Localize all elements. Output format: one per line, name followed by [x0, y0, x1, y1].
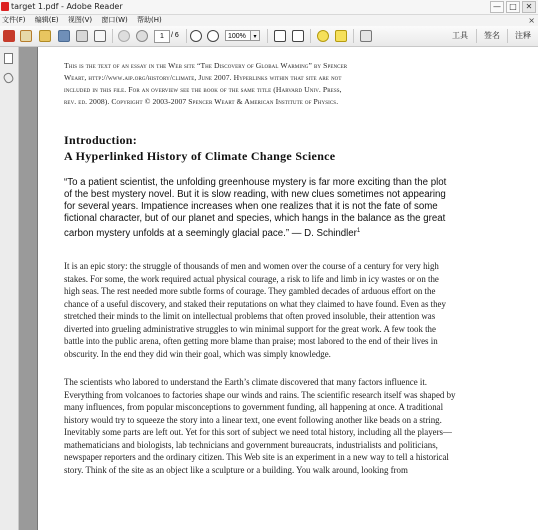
expand-icon[interactable] — [360, 30, 372, 42]
previous-page-icon[interactable] — [118, 30, 130, 42]
header-line: rev. ed. 2008). Copyright © 2003-2007 Spencer Weart & American Institute of Physics. — [64, 97, 339, 106]
page-number-input[interactable]: 1 — [154, 30, 170, 43]
create-pdf-icon[interactable] — [3, 30, 15, 42]
email-icon[interactable] — [94, 30, 106, 42]
close-button[interactable]: ✕ — [522, 1, 536, 13]
footnote-marker[interactable]: 1 — [356, 228, 361, 234]
chevron-down-icon[interactable]: ▾ — [251, 30, 260, 41]
print-icon[interactable] — [76, 30, 88, 42]
export-pdf-icon[interactable] — [20, 30, 32, 42]
fit-width-icon[interactable] — [292, 30, 304, 42]
menu-edit[interactable]: 编辑(E) — [34, 16, 59, 24]
open-folder-icon[interactable] — [39, 30, 51, 42]
zoom-level-input[interactable]: 100% — [225, 30, 251, 41]
quote-text: “To a patient scientist, the unfolding greenhouse mystery is far more exciting than the plot of the best mystery novel. But it is slow reading, with new clues sometimes not appearing for several years. Impatience increases when one realizes that it is not the fate of some fictional character, but of our planet and species, which hangs in the balance as the great carbon mystery unfolds at a seemingly glacial pace.” — D. Schindler — [64, 177, 447, 240]
navigation-panel — [0, 47, 19, 530]
body-paragraph: It is an epic story: the struggle of thousands of men and women over the course of a century for very high stakes. For some, the work required actual physical courage, a risk to life and limb in icy wastes or on the high seas. The rest needed more subtle forms of courage. They gambled decades of arduous effort on the chance of a useful discovery, and staked their reputations on what they claimed to have found. Even as they stretched their minds to the limit on intellectual problems that often proved insoluble, their attention was diverted into grueling administrative struggles to win minimal support for the great work. A few took the battle into the public arena, often getting more blame than praise; most labored to the end of their lives in obscurity. In the end they did win their goal, which was simply knowledge. — [64, 261, 446, 359]
attachments-icon[interactable] — [2, 71, 15, 84]
save-icon[interactable] — [58, 30, 70, 42]
minimize-button[interactable]: — — [490, 1, 504, 13]
zoom-in-icon[interactable] — [207, 30, 219, 42]
window-title: target 1.pdf - Adobe Reader — [11, 2, 123, 11]
epigraph-quote — [64, 177, 456, 240]
adobe-reader-icon — [1, 2, 9, 11]
tab-comment[interactable]: 注释 — [515, 31, 531, 40]
highlight-icon[interactable] — [335, 30, 347, 42]
menu-view[interactable]: 视图(V) — [67, 16, 93, 24]
menu-bar — [0, 15, 538, 26]
fit-page-icon[interactable] — [274, 30, 286, 42]
maximize-button[interactable]: □ — [506, 1, 520, 13]
page-total-label: / 6 — [171, 32, 179, 39]
next-page-icon[interactable] — [136, 30, 148, 42]
comment-icon[interactable] — [317, 30, 329, 42]
toolbar — [0, 26, 538, 47]
title-bar — [0, 0, 538, 15]
menu-file[interactable]: 文件(F) — [2, 16, 26, 24]
menu-help[interactable]: 帮助(H) — [136, 16, 162, 24]
page-title: A Hyperlinked History of Climate Change Science — [64, 149, 336, 163]
header-line: included in this file. For an overview see the book of the same title (Harvard Univ. Press, — [64, 85, 342, 94]
close-document-icon[interactable]: × — [528, 16, 535, 25]
body-paragraph: The scientists who labored to understand the Earth’s climate discovered that many factors influence it. Everything from volcanoes to factories shape our winds and rains. The scientific research itself was shaped by many influences, from popular misconceptions to government funding, all happening at once. A traditional history would try to squeeze the story into a linear text, one event following another like beads on a string. Inevitably some parts are left out. Yet for this sort of subject we need total history, including all the players—mathematicians and biologists, lab technicians and government bureaucrats, industrialists and politicians, newspaper reporters and the ordinary citizen. This Web site is an experiment in a new way to tell a historical story. Think of the site as an object like a sculpture or a building. You walk around, looking from — [64, 377, 456, 475]
header-line: Weart, http://www.aip.org/history/climate, June 2007. Hyperlinks within that site are not — [64, 73, 342, 82]
pages-panel-icon[interactable] — [4, 53, 13, 64]
section-heading: Introduction: — [64, 133, 138, 147]
zoom-out-icon[interactable] — [190, 30, 202, 42]
header-line: This is the text of an essay in the Web site “The Discovery of Global Warming” by Spencer — [64, 61, 348, 70]
document-header — [64, 60, 449, 108]
tab-tools[interactable]: 工具 — [452, 31, 468, 40]
menu-window[interactable]: 窗口(W) — [101, 16, 128, 24]
tab-sign[interactable]: 签名 — [484, 31, 500, 40]
